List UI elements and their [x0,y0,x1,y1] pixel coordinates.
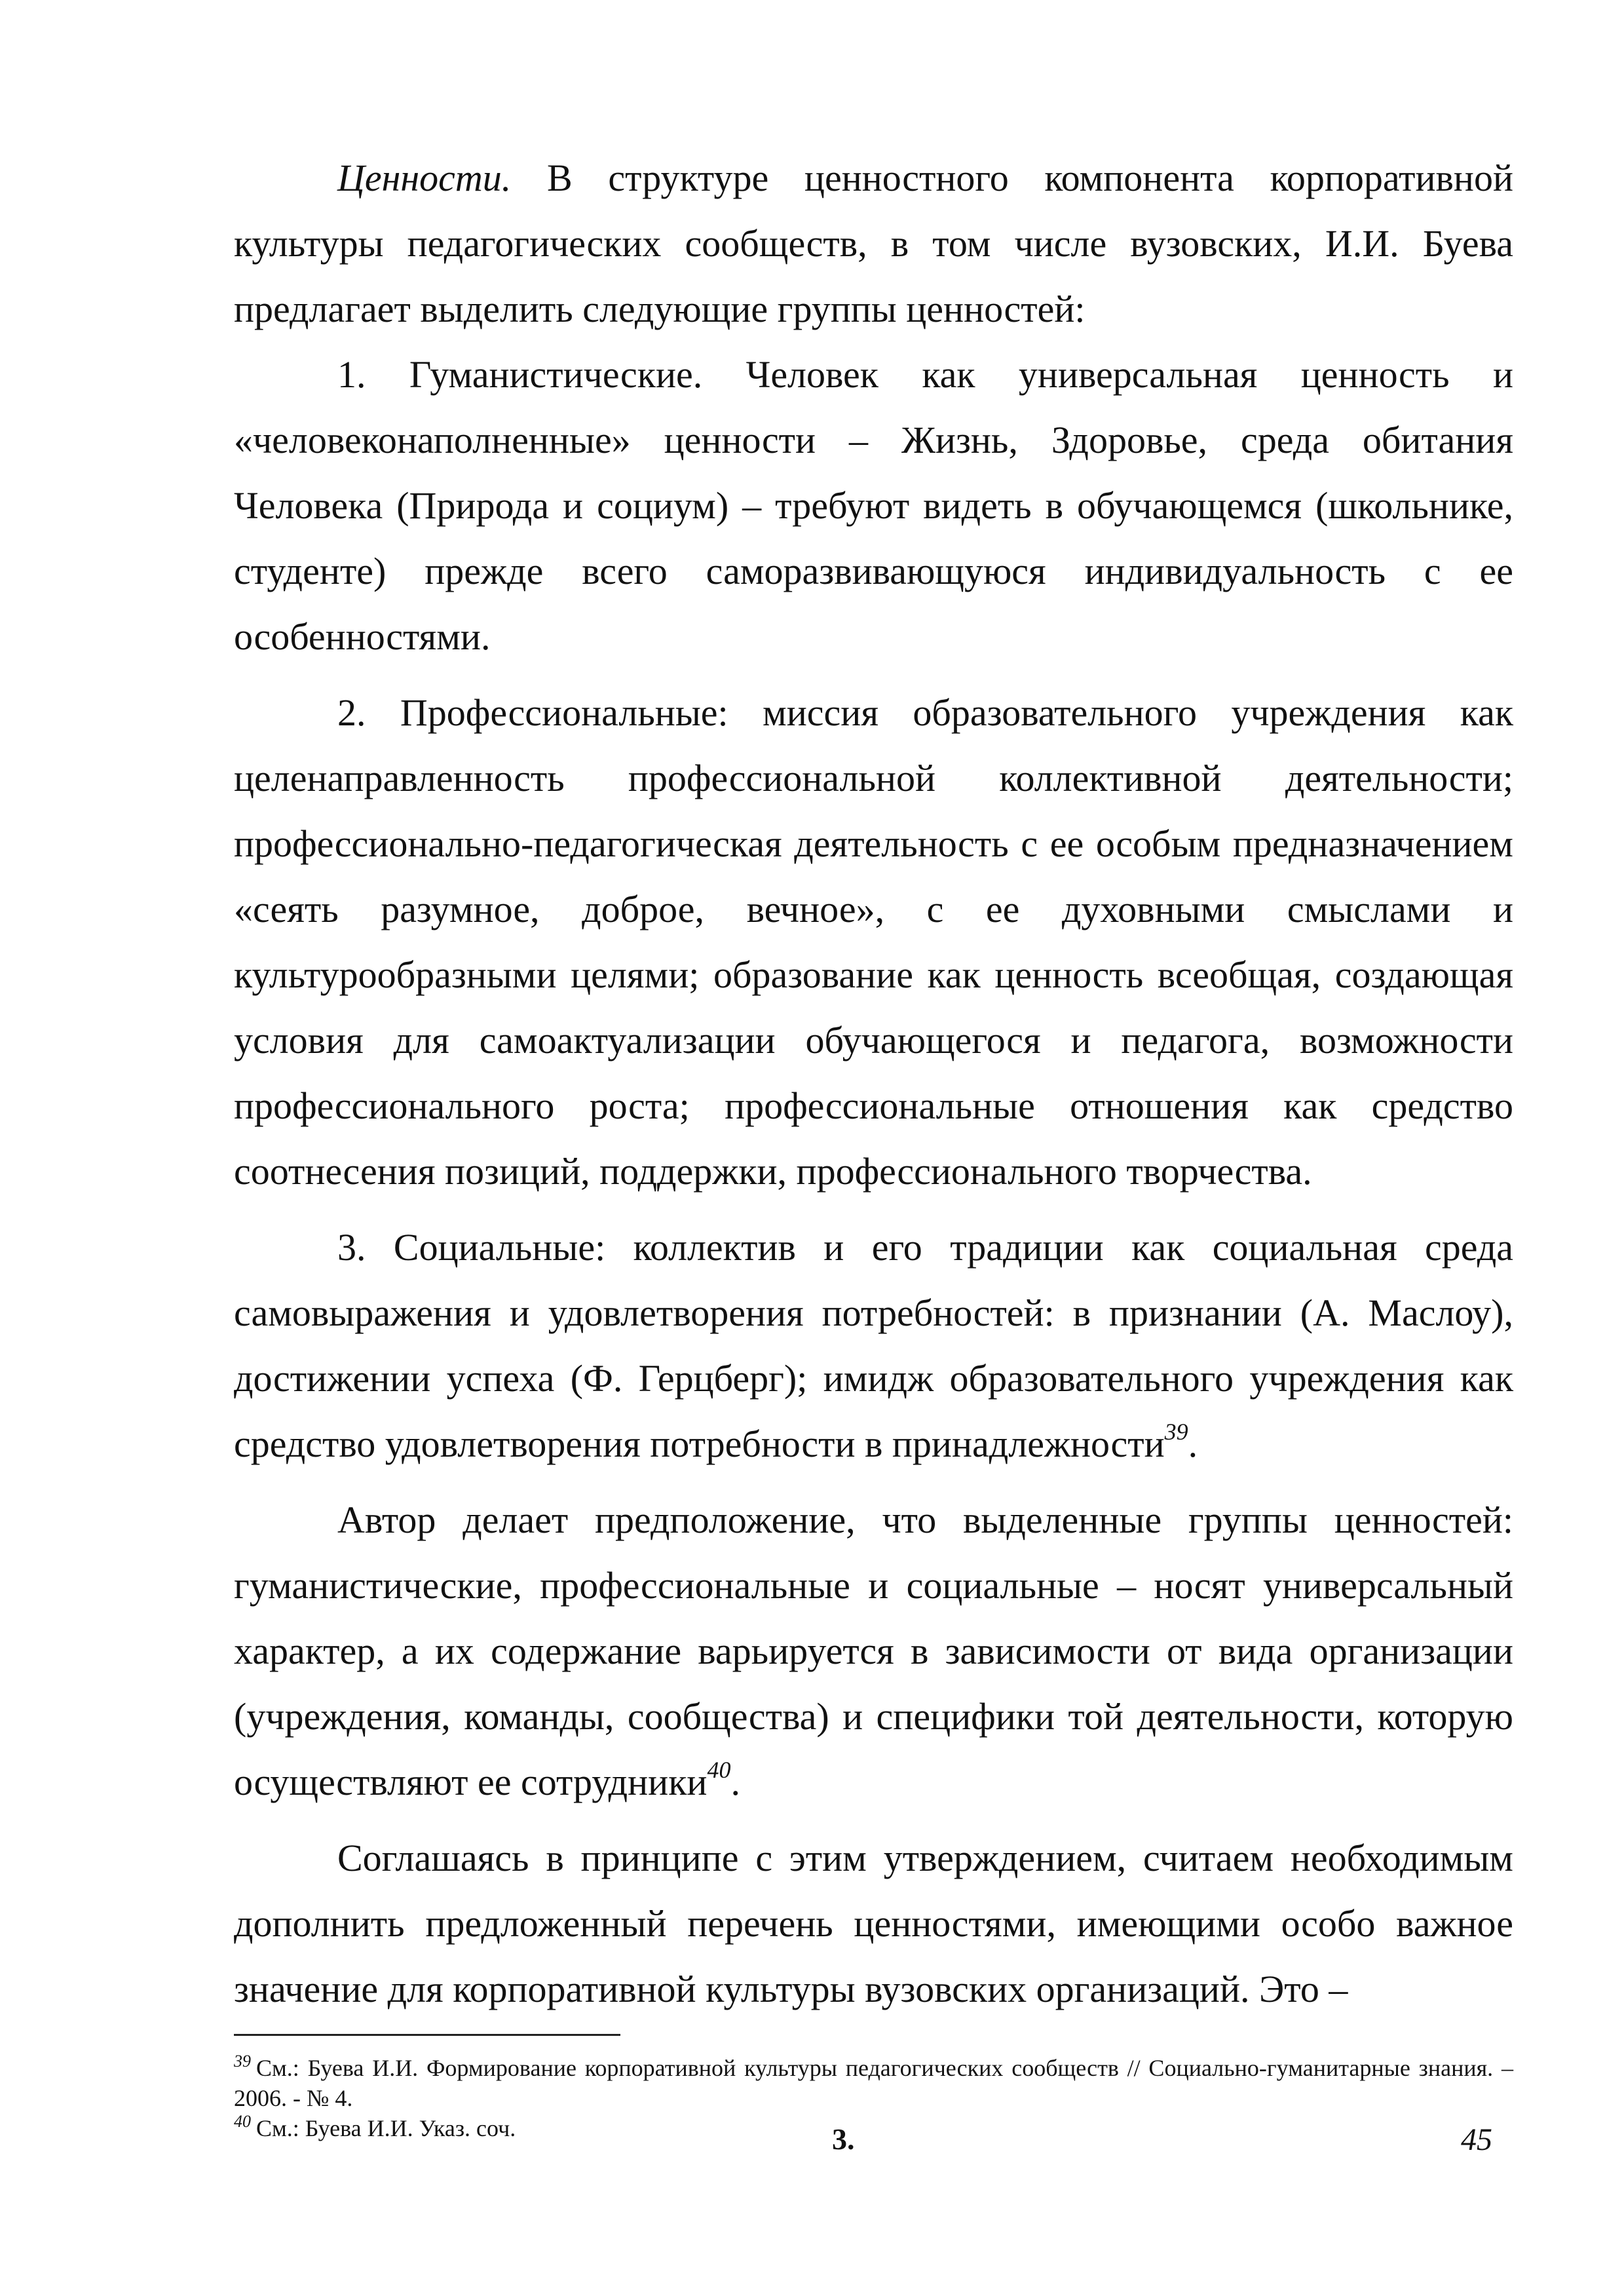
footnote [234,2113,1513,2143]
paragraph-values-intro [234,145,1513,342]
body-text [234,145,1513,2022]
footnote-number: 40 [234,2112,251,2131]
paragraph-agreement [234,1826,1513,2022]
footnote-reference[interactable]: 39 [1164,1419,1188,1445]
footnotes [234,2034,1513,2143]
sentence-end: . [1188,1423,1198,1465]
paragraph-text: 3. Социальные: коллектив и его традиции как социальная среда самовыражения и удовлетворения потребностей: в признании (А. Маслоу), достижении успеха (Ф. Герцберг); имидж образовательного учреждения как средство удовлетворения потребности в принадлежности [234,1226,1513,1465]
paragraph-text: Соглашаясь в принципе с этим утверждением, считаем необходимым дополнить предложенный перечень ценностями, имеющими особо важное значение для корпоративной культуры вузовских организаций. Это – [234,1837,1513,2010]
footnote-divider [234,2034,620,2036]
list-item-social [234,1215,1513,1477]
sentence-end: . [730,1761,740,1803]
list-item-humanistic [234,342,1513,670]
paragraph-text: Автор делает предположение, что выделенные группы ценностей: гуманистические, профессиональные и социальные – носят универсальный характер, а их содержание варьируется в зависимости от вида организации (учреждения, команды, сообщества) и специфики той деятельности, которую осуществляют ее сотрудники [234,1499,1513,1803]
paragraph-author-assumption [234,1487,1513,1815]
footnote-reference[interactable]: 40 [707,1757,731,1783]
lead-term: Ценности. [337,157,512,199]
paragraph-text: В структуре ценностного компонента корпоративной культуры педагогических сообществ, в том числе вузовских, И.И. Буева предлагает выделить следующие группы ценностей: [234,157,1513,330]
section-mark: 3. [832,2122,855,2156]
paragraph-text: 2. Профессиональные: миссия образовательного учреждения как целенаправленность профессиональной коллективной деятельности; профессионально-педагогическая деятельность с ее особым предназначением «сеять разумное, доброе, вечное», с ее духовными смыслами и культурообразными целями; образование как ценность всеобщая, создающая условия для самоактуализации обучающегося и педагога, возможности профессионального роста; профессиональные отношения как средство соотнесения позиций, поддержки, профессионального творчества. [234,691,1513,1193]
list-item-professional [234,680,1513,1204]
footnote [234,2053,1513,2113]
footnote-number: 39 [234,2052,251,2071]
paragraph-text: 1. Гуманистические. Человек как универсальная ценность и «человеконаполненные» ценности – Жизнь, Здоровье, среда обитания Человека (Природа и социум) – требуют видеть в обучающемся (школьнике, студенте) прежде всего саморазвивающуюся индивидуальность с ее особенностями. [234,353,1513,658]
page-number: 45 [1461,2122,1492,2157]
footnote-text: См.: Буева И.И. Формирование корпоративной культуры педагогических сообществ // Социально-гуманитарные знания. – 2006. - № 4. [234,2055,1513,2111]
footnote-text: См.: Буева И.И. Указ. соч. [256,2115,516,2141]
